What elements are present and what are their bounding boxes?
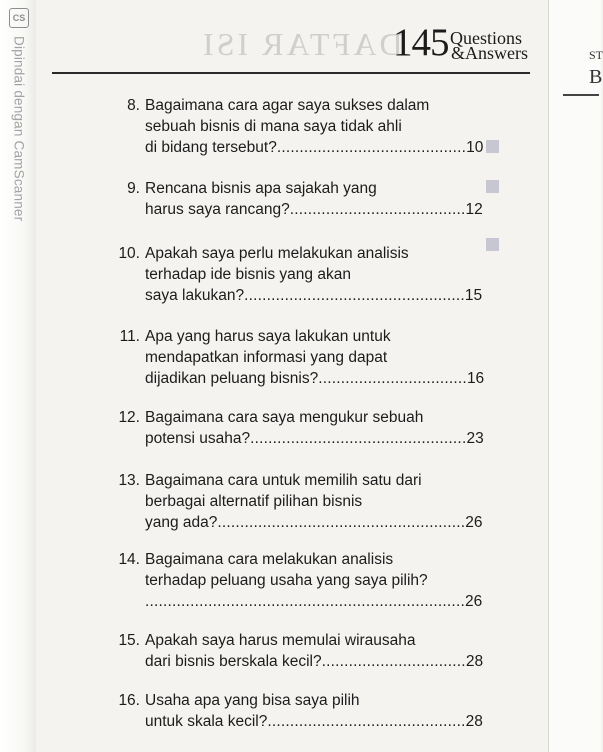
facing-page-rule	[563, 94, 599, 96]
book-subtitle-line2: &Answers	[451, 43, 528, 63]
toc-entry-text: Bagaimana cara untuk memilih satu dari	[145, 472, 422, 489]
toc-leader-dots: .......................................	[289, 201, 466, 218]
facing-page-fragment-1: ST	[589, 48, 603, 62]
toc-entry-text: Rencana bisnis apa sajakah yang	[145, 180, 377, 197]
toc-leader-dots: .......................................................................	[145, 593, 465, 610]
toc-leader-dots: ................................................	[250, 430, 467, 447]
scan-margin	[0, 0, 36, 752]
toc-entry-number: 13.	[118, 472, 140, 489]
toc-entry-text: Bagaimana cara melakukan analisis	[145, 551, 394, 568]
toc-entry-line	[145, 407, 423, 428]
toc-entry-last-line	[145, 368, 484, 389]
toc-entry-text: dari bisnis berskala kecil?	[145, 653, 322, 670]
toc-entry-text: terhadap peluang usaha yang saya pilih?	[145, 572, 428, 589]
toc-entry-text: Apakah saya harus memulai wirausaha	[145, 632, 416, 649]
toc-leader-dots: ..........................................	[276, 139, 467, 156]
toc-entry-number: 12.	[118, 409, 140, 426]
toc-entry-last-line	[145, 428, 484, 449]
toc-entry-line	[145, 630, 416, 651]
toc-entry-line	[145, 570, 428, 591]
toc-entry-text: di bidang tersebut?	[145, 139, 277, 156]
facing-page-edge	[548, 0, 601, 752]
toc-entry-text: Apa yang harus saya lakukan untuk	[145, 328, 391, 345]
facing-page-fragment-2: B	[589, 66, 603, 88]
toc-entry-number: 14.	[118, 551, 140, 568]
toc-entry-text: terhadap ide bisnis yang akan	[145, 266, 351, 283]
toc-entry-text: berbagai alternatif pilihan bisnis	[145, 493, 363, 510]
toc-page-number: 15	[464, 287, 483, 304]
toc-leader-dots: ................................	[321, 653, 466, 670]
toc-entry-number: 9.	[127, 180, 140, 197]
toc-entry-number: 15.	[118, 632, 140, 649]
toc-entry-line	[145, 549, 393, 570]
toc-entry-last-line	[145, 199, 483, 220]
toc-leader-dots: .................................	[318, 370, 467, 387]
book-subtitle-line1: Questions	[450, 28, 522, 48]
toc-page-number: 16	[466, 370, 485, 387]
toc-entry-text: Apakah saya perlu melakukan analisis	[145, 245, 409, 262]
toc-entry-line	[145, 347, 387, 368]
toc-entry-text: Bagaimana cara agar saya sukses dalam	[145, 97, 430, 114]
toc-entry-text: saya lakukan?	[145, 287, 245, 304]
toc-entry-last-line	[145, 285, 482, 306]
toc-entry-line	[145, 243, 409, 264]
toc-entry-line	[145, 116, 402, 137]
toc-entry-text: dijadikan peluang bisnis?	[145, 370, 319, 387]
bleed-through-mark	[486, 140, 499, 153]
toc-entry-line	[145, 178, 377, 199]
toc-page-number: 28	[465, 713, 483, 730]
toc-page-number: 10	[466, 139, 484, 156]
bleed-through-title: DAFTAR ISI	[200, 26, 403, 62]
book-subtitle	[450, 28, 528, 63]
toc-entry-line	[145, 690, 360, 711]
toc-entry-line	[145, 491, 362, 512]
camscanner-watermark	[9, 8, 29, 221]
toc-entry-last-line	[145, 591, 482, 612]
book-number: 145	[393, 21, 449, 64]
toc-entry-number: 10.	[118, 245, 140, 262]
header-rule	[52, 72, 530, 74]
toc-entry-last-line	[145, 651, 483, 672]
toc-entry-text: harus saya rancang?	[145, 201, 290, 218]
toc-entry-last-line	[145, 711, 483, 732]
toc-entry-line	[145, 470, 422, 491]
toc-page-number: 28	[465, 653, 484, 670]
toc-leader-dots: .......................................................	[217, 514, 466, 531]
toc-entry-text: Bagaimana cara saya mengukur sebuah	[145, 409, 424, 426]
toc-entry-line	[145, 95, 429, 116]
camscanner-text: Dipindai dengan CamScanner	[11, 36, 27, 222]
toc-leader-dots: .................................................	[244, 287, 465, 304]
toc-entry-text: sebuah bisnis di mana saya tidak ahli	[145, 118, 402, 135]
toc-entry-number: 8.	[127, 97, 140, 114]
toc-entry-last-line	[145, 137, 483, 158]
toc-entry-text: potensi usaha?	[145, 430, 251, 447]
bleed-through-mark	[486, 180, 499, 193]
toc-page-number: 26	[464, 593, 483, 610]
toc-entry-line	[145, 264, 351, 285]
toc-entry-text: Usaha apa yang bisa saya pilih	[145, 692, 360, 709]
toc-entry-text: yang ada?	[145, 514, 218, 531]
toc-page-number: 23	[466, 430, 484, 447]
toc-entry-number: 16.	[118, 692, 140, 709]
toc-entry-number: 11.	[119, 328, 140, 345]
toc-leader-dots: ............................................	[267, 713, 466, 730]
toc-entry-last-line	[145, 512, 483, 533]
toc-page-number: 26	[465, 514, 483, 531]
toc-page-number: 12	[465, 201, 483, 218]
toc-entry-text: untuk skala kecil?	[145, 713, 268, 730]
toc-entry-text: mendapatkan informasi yang dapat	[145, 349, 388, 366]
camscanner-logo-icon: CS	[9, 8, 29, 28]
bleed-through-mark	[486, 238, 499, 251]
toc-entry-line	[145, 326, 391, 347]
